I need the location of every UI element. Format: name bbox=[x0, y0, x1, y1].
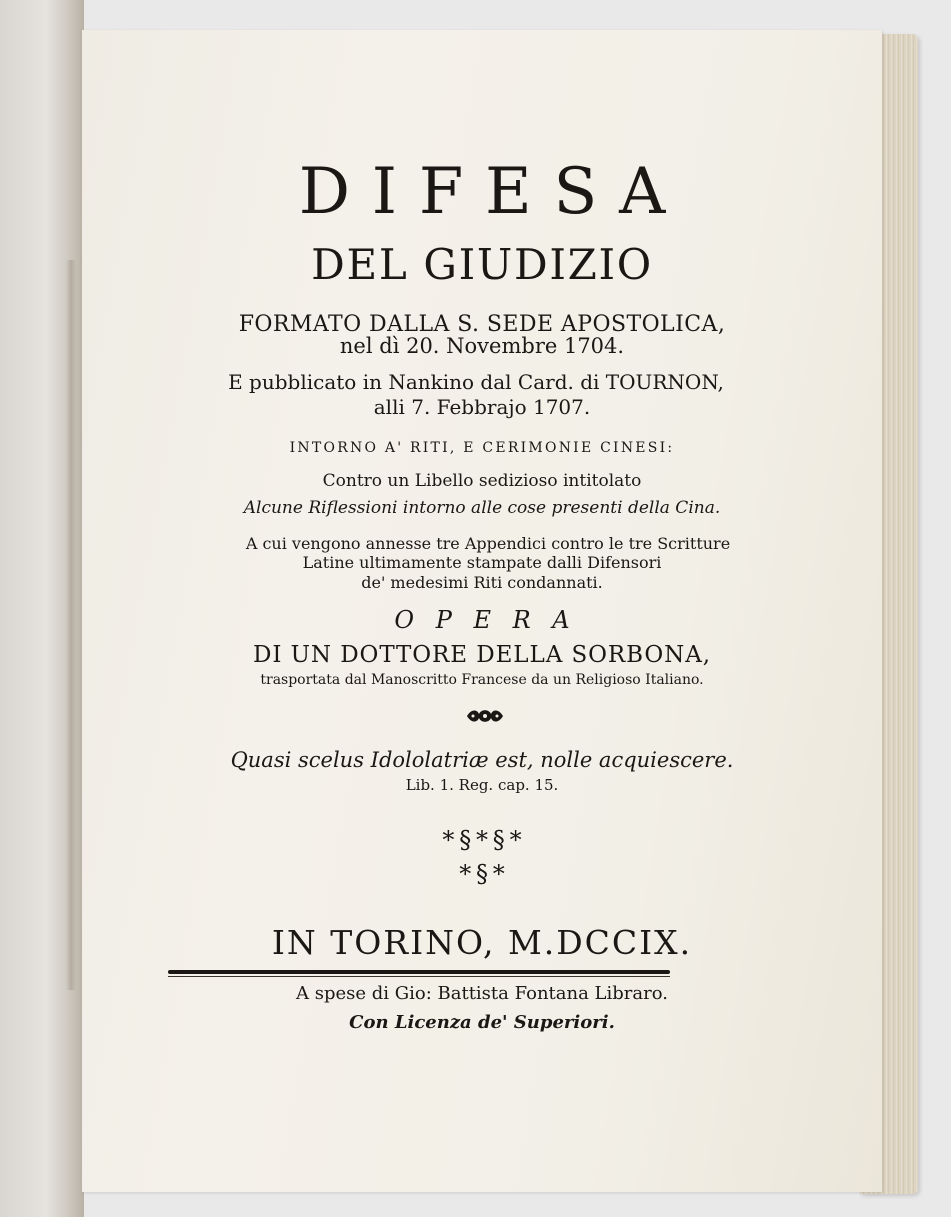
imprint-license: Con Licenza de' Superiori. bbox=[349, 1012, 615, 1033]
main-title: DIFESA bbox=[298, 155, 688, 229]
subtitle-line-3: E pubblicato in Nankino dal Card. di TOURNON, bbox=[228, 370, 724, 394]
imprint-place-date: IN TORINO, M.DCCIX. bbox=[271, 923, 693, 962]
epigraph-source: Lib. 1. Reg. cap. 15. bbox=[405, 776, 559, 794]
against-line-1: Contro un Libello sedizioso intitolato bbox=[322, 471, 642, 491]
appendix-line-1: A cui vengono annesse tre Appendici contro le tre Scritture bbox=[245, 534, 731, 553]
imprint-publisher: A spese di Gio: Battista Fontana Libraro. bbox=[296, 983, 668, 1004]
author-line: DI UN DOTTORE DELLA SORBONA, bbox=[253, 642, 711, 668]
imprint-rule-thick bbox=[168, 970, 670, 974]
against-line-2: Alcune Riflessioni intorno alle cose presenti della Cina. bbox=[243, 498, 721, 518]
opera-label: OPERA bbox=[394, 606, 592, 634]
section-marks-row-2: *§* bbox=[459, 860, 510, 888]
appendix-line-3: de' medesimi Riti condannati. bbox=[361, 573, 603, 592]
appendix-line-2: Latine ultimamente stampate dalli Difensori bbox=[302, 553, 662, 572]
imprint-rule-thin bbox=[168, 976, 670, 977]
facing-page-edge bbox=[0, 0, 84, 1217]
subtitle-line-2: nel dì 20. Novembre 1704. bbox=[339, 334, 625, 358]
subtitle-line-4: alli 7. Febbrajo 1707. bbox=[373, 395, 591, 419]
translation-line: trasportata dal Manoscritto Francese da un Religioso Italiano. bbox=[260, 672, 704, 688]
printer-ornament-icon bbox=[465, 706, 505, 726]
epigraph-quote: Quasi scelus Idololatriæ est, nolle acquiescere. bbox=[230, 748, 734, 772]
main-title-second-line: DEL GIUDIZIO bbox=[311, 240, 653, 289]
topic-line: INTORNO A' RITI, E CERIMONIE CINESI: bbox=[289, 440, 675, 456]
subtitle-line-1: FORMATO DALLA S. SEDE APOSTOLICA, bbox=[238, 312, 726, 337]
section-marks-row-1: *§*§* bbox=[442, 826, 527, 854]
title-page bbox=[82, 30, 882, 1192]
